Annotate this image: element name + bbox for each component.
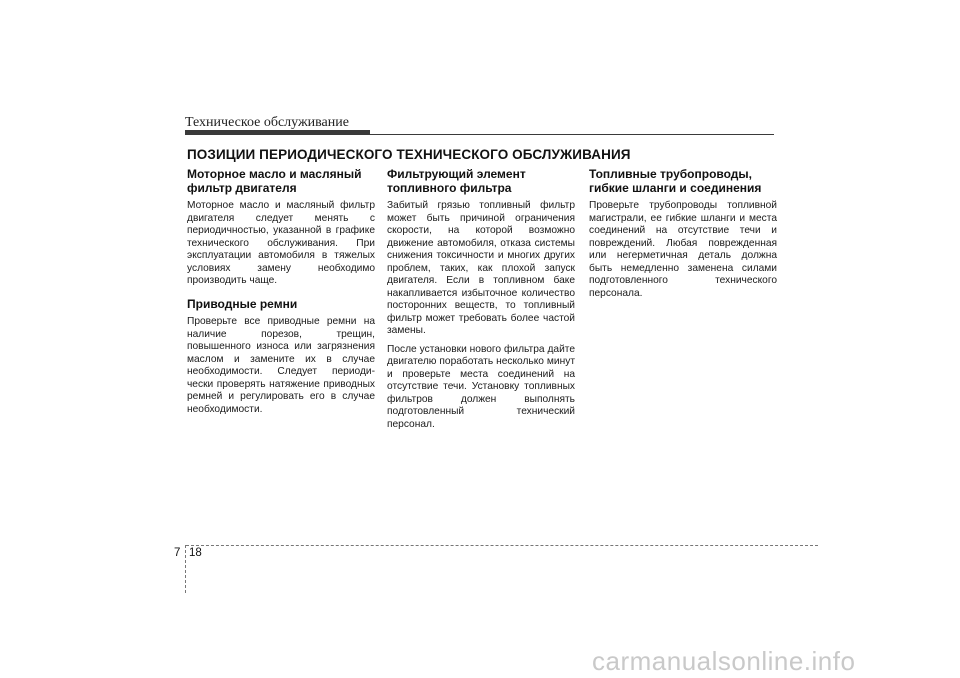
page-title: ПОЗИЦИИ ПЕРИОДИЧЕСКОГО ТЕХНИЧЕСКОГО ОБСЛУЖИВАНИЯ [187,147,631,162]
chapter-number: 7 [174,547,181,559]
heading-fuel-lines: Топливные трубопроводы, гибкие шланги и соединения [589,167,762,195]
paragraph-engine-oil: Моторное масло и масляный фильтр двигателя следует менять с периодичностью, указанной в графике технического обслуживания. При эксплуатации автомобиля в тяжелых условиях замену необходимо производить чаще. [187,200,375,286]
paragraph-fuel-lines: Проверьте трубопроводы топливной магистрали, ее гибкие шланги и места соединений на отсутствие течи и повреждений. Любая поврежденная или негерметичная деталь должна быть немедленно заменена силами подготовленного технического персонала. [589,200,777,299]
paragraph-fuel-filter-1: Забитый грязью топливный фильтр может быть причиной ограничения скорости, на которой возможно движение автомобиля, отказа системы снижения токсичности и многих других проблем, таких, как плохой запуск двигателя. Если в топливном баке накапливается избыточное количество посторонних веществ, то топливный фильтр может требовать более частой замены. [387,200,575,336]
footer-vertical-divider [185,545,186,593]
header-bar-line [370,134,774,135]
page-number: 18 [189,547,202,559]
heading-drive-belts: Приводные ремни [187,296,298,311]
heading-engine-oil: Моторное масло и масляный фильтр двигателя [187,167,362,195]
section-header: Техническое обслуживание [185,115,349,130]
paragraph-fuel-filter-2: После установки нового фильтра дайте двигателю поработать несколько минут и проверьте места соединений на отсутствие течи. Установку топливных фильтров должен выполнять подготовленный технический персонал. [387,343,575,430]
column-2 [387,168,575,431]
paragraph-drive-belts: Проверьте все приводные ремни на наличие порезов, трещин, повышенного износа или загрязнения маслом и замените их в случае необходимости. Следует периоди-чески проверять натяжение приводных ремней и регулировать его в случае необходимости. [187,316,375,415]
column-3 [589,168,777,300]
heading-fuel-filter: Фильтрующий элемент топливного фильтра [387,167,526,195]
footer-divider [186,545,818,546]
header-bar-dark [185,130,370,135]
watermark: carmanualsonline.info [592,646,856,676]
column-1 [187,168,375,416]
